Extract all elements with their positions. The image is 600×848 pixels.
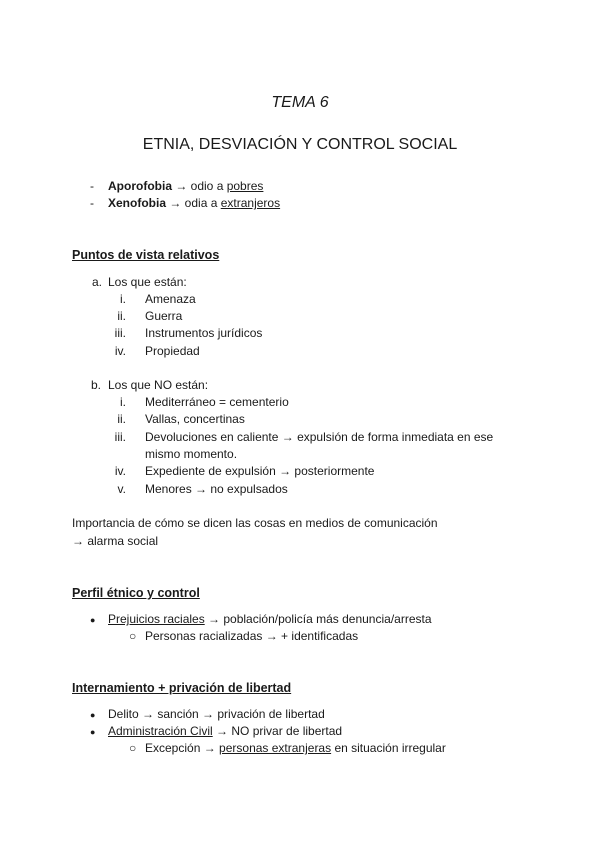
sub-bullet-item: Personas racializadas → + identificadas	[145, 629, 359, 643]
list-item: Expediente de expulsión → posteriormente	[145, 464, 375, 478]
intro-text: → odio a	[172, 179, 227, 193]
bullet-icon: ●	[90, 615, 96, 625]
section-heading-perfil: Perfil étnico y control	[72, 586, 200, 600]
roman-marker: iii.	[114, 326, 126, 340]
list-item: Mediterráneo = cementerio	[145, 395, 289, 409]
roman-marker: ii.	[117, 412, 126, 426]
document-title: TEMA 6	[271, 94, 329, 111]
document-subtitle: ETNIA, DESVIACIÓN Y CONTROL SOCIAL	[142, 136, 458, 153]
roman-marker: i.	[120, 395, 126, 409]
term: Aporofobia	[108, 179, 172, 193]
paragraph: → alarma social	[72, 534, 159, 548]
paragraph: Importancia de cómo se dicen las cosas en medios de comunicación	[72, 516, 438, 530]
roman-marker: iii.	[114, 430, 126, 444]
list-item: Instrumentos jurídicos	[145, 326, 263, 340]
list-marker: b.	[91, 378, 102, 392]
intro-underlined: extranjeros	[220, 196, 281, 210]
list-item: Amenaza	[145, 292, 196, 306]
dash-marker: -	[90, 196, 94, 210]
bullet-text: → NO privar de libertad	[212, 724, 343, 738]
bullet-icon: ●	[90, 727, 96, 737]
list-item: Menores → no expulsados	[145, 482, 288, 496]
roman-marker: iv.	[114, 464, 126, 478]
list-item: Guerra	[145, 309, 183, 323]
bullet-icon: ●	[90, 710, 96, 720]
list-label: Los que están:	[108, 275, 187, 289]
roman-marker: iv.	[114, 344, 126, 358]
roman-marker: i.	[120, 292, 126, 306]
underlined-term: Prejuicios raciales	[108, 612, 205, 626]
intro-line-aporofobia	[108, 178, 263, 195]
bullet-item	[108, 723, 342, 740]
intro-line-xenofobia	[108, 195, 280, 212]
underlined-term: Administración Civil	[108, 724, 213, 738]
term: Xenofobia	[108, 196, 167, 210]
bullet-item: Delito → sanción → privación de libertad	[108, 707, 325, 721]
intro-underlined: pobres	[226, 179, 264, 193]
list-item: Vallas, concertinas	[145, 412, 245, 426]
roman-marker: ii.	[117, 309, 126, 323]
section-heading-puntos: Puntos de vista relativos	[72, 248, 220, 262]
sub-text: en situación irregular	[331, 741, 446, 755]
list-item: Devoluciones en caliente → expulsión de forma inmediata en ese	[145, 430, 494, 444]
hollow-bullet-icon: ○	[129, 629, 137, 643]
list-label: Los que NO están:	[108, 378, 209, 392]
bullet-text: → población/policía más denuncia/arresta	[204, 612, 432, 626]
section-heading-internamiento: Internamiento + privación de libertad	[72, 681, 292, 695]
list-item-continuation: mismo momento.	[145, 447, 238, 461]
list-item: Propiedad	[145, 344, 200, 358]
hollow-bullet-icon: ○	[129, 741, 137, 755]
underlined-term: personas extranjeras	[219, 741, 332, 755]
roman-marker: v.	[117, 482, 126, 496]
sub-text: Excepción →	[145, 741, 220, 755]
sub-bullet-item	[145, 740, 446, 757]
bullet-item	[108, 611, 432, 628]
list-marker: a.	[92, 275, 103, 289]
dash-marker: -	[90, 179, 94, 193]
intro-text: → odia a	[166, 196, 221, 210]
